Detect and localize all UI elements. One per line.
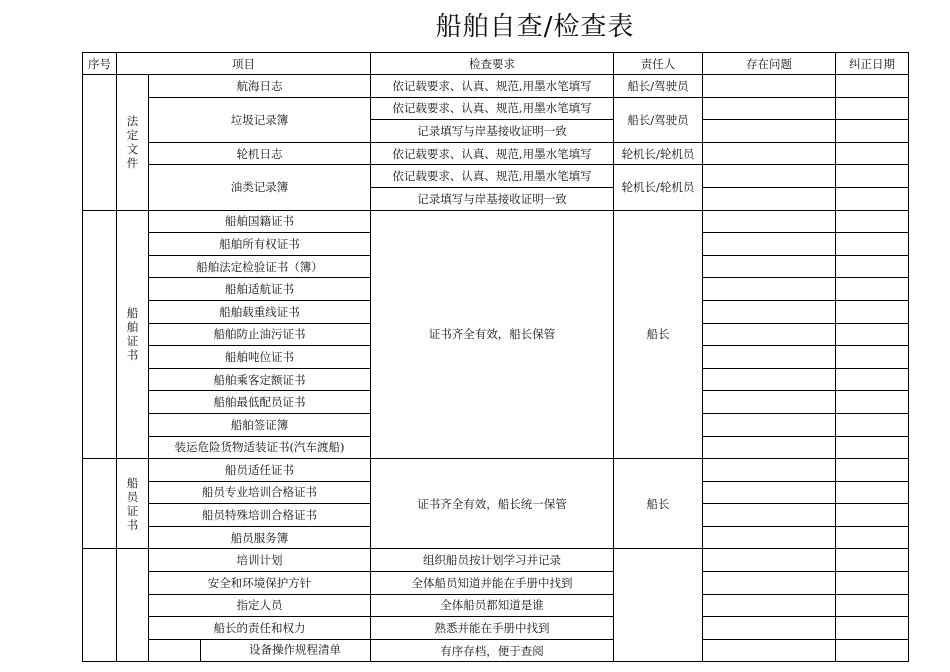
table-row: [83, 639, 909, 662]
date-cell[interactable]: [836, 346, 909, 369]
item-cert: 船舶载重线证书: [149, 300, 371, 323]
header-row: [83, 53, 909, 75]
item-cert: 船舶乘客定额证书: [149, 368, 371, 391]
issues-cell[interactable]: [703, 594, 836, 617]
requirement-cell: 记录填写与岸基接收证明一致: [371, 120, 614, 143]
table-row: [83, 617, 909, 640]
item-management: 船长的责任和权力: [149, 617, 371, 640]
seq-cell: [83, 75, 117, 211]
issues-cell[interactable]: [703, 526, 836, 549]
header-issues: 存在问题: [703, 53, 836, 75]
date-cell[interactable]: [836, 459, 909, 482]
issues-cell[interactable]: [703, 187, 836, 210]
issues-cell[interactable]: [703, 549, 836, 572]
item-nav-log: 航海日志: [149, 75, 371, 98]
item-cert: 船舶吨位证书: [149, 346, 371, 369]
requirement-cell: 全体船员知道并能在手册中找到: [371, 572, 614, 595]
issues-cell[interactable]: [703, 639, 836, 662]
table-row: [83, 572, 909, 595]
requirement-cell: 证书齐全有效，船长保管: [371, 210, 614, 459]
item-cert: 船员服务簿: [149, 526, 371, 549]
date-cell[interactable]: [836, 300, 909, 323]
item-cert: 船舶签证簿: [149, 413, 371, 436]
item-cert: 船员适任证书: [149, 459, 371, 482]
table-row: [83, 165, 909, 188]
seq-cell: [83, 210, 117, 459]
header-responsible: 责任人: [614, 53, 703, 75]
issues-cell[interactable]: [703, 300, 836, 323]
seq-cell: [83, 549, 117, 662]
issues-cell[interactable]: [703, 323, 836, 346]
item-cert: 船舶适航证书: [149, 278, 371, 301]
date-cell[interactable]: [836, 97, 909, 120]
date-cell[interactable]: [836, 572, 909, 595]
date-cell[interactable]: [836, 617, 909, 640]
inspection-table: [82, 52, 909, 662]
responsible-cell: 船长/驾驶员: [614, 97, 703, 142]
section-label-ship-certs: 船 舶 证 书: [117, 210, 149, 459]
item-engine-log: 轮机日志: [149, 142, 371, 165]
date-cell[interactable]: [836, 413, 909, 436]
item-management: [149, 639, 371, 662]
issues-cell[interactable]: [703, 255, 836, 278]
date-cell[interactable]: [836, 549, 909, 572]
header-requirement: 检查要求: [371, 53, 614, 75]
issues-cell[interactable]: [703, 368, 836, 391]
section-label-crew-certs: 船 员 证 书: [117, 459, 149, 549]
date-cell[interactable]: [836, 504, 909, 527]
date-cell[interactable]: [836, 481, 909, 504]
item-cert: 船员专业培训合格证书: [149, 481, 371, 504]
responsible-cell: 船长: [614, 459, 703, 549]
sub-indent-cell: [178, 640, 201, 661]
item-garbage-log: 垃圾记录簿: [149, 97, 371, 142]
section-label-legal-docs: 法 定 文 件: [117, 75, 149, 211]
header-seq: 序号: [83, 53, 117, 75]
date-cell[interactable]: [836, 165, 909, 188]
date-cell[interactable]: [836, 639, 909, 662]
date-cell[interactable]: [836, 391, 909, 414]
date-cell[interactable]: [836, 436, 909, 459]
date-cell[interactable]: [836, 368, 909, 391]
table-row: [83, 594, 909, 617]
responsible-cell: 船长/驾驶员: [614, 75, 703, 98]
responsible-cell: 轮机长/轮机员: [614, 142, 703, 165]
date-cell[interactable]: [836, 323, 909, 346]
issues-cell[interactable]: [703, 346, 836, 369]
requirement-cell: 熟悉并能在手册中找到: [371, 617, 614, 640]
requirement-cell: 依记载要求、认真、规范,用墨水笔填写: [371, 142, 614, 165]
table-row: [83, 210, 909, 233]
requirement-cell: 组织船员按计划学习并记录: [371, 549, 614, 572]
item-cert: 装运危险货物适装证书(汽车渡船): [149, 436, 371, 459]
issues-cell[interactable]: [703, 142, 836, 165]
issues-cell[interactable]: [703, 391, 836, 414]
date-cell[interactable]: [836, 255, 909, 278]
item-cert: 船舶防止油污证书: [149, 323, 371, 346]
item-cert: 船舶最低配员证书: [149, 391, 371, 414]
item-management: 安全和环境保护方针: [149, 572, 371, 595]
date-cell[interactable]: [836, 278, 909, 301]
table-row: [83, 459, 909, 482]
item-management: 指定人员: [149, 594, 371, 617]
responsible-cell: [614, 549, 703, 662]
issues-cell[interactable]: [703, 75, 836, 98]
section-label-management: [117, 549, 149, 662]
requirement-cell: 有序存档，便于查阅: [371, 639, 614, 662]
requirement-cell: 证书齐全有效，船长统一保管: [371, 459, 614, 549]
date-cell[interactable]: [836, 233, 909, 256]
item-management-label: 设备操作规程清单: [249, 642, 341, 657]
issues-cell[interactable]: [703, 210, 836, 233]
issues-cell[interactable]: [703, 459, 836, 482]
requirement-cell: 依记载要求、认真、规范,用墨水笔填写: [371, 97, 614, 120]
table-row: [83, 142, 909, 165]
requirement-cell: 全体船员都知道是谁: [371, 594, 614, 617]
issues-cell[interactable]: [703, 120, 836, 143]
date-cell[interactable]: [836, 594, 909, 617]
form-title: 船舶自查/检查表: [435, 12, 635, 42]
table-row: [83, 549, 909, 572]
item-cert: 船舶法定检验证书（簿）: [149, 255, 371, 278]
seq-cell: [83, 459, 117, 549]
table-row: [83, 75, 909, 98]
issues-cell[interactable]: [703, 413, 836, 436]
issues-cell[interactable]: [703, 572, 836, 595]
item-cert: 船舶所有权证书: [149, 233, 371, 256]
date-cell[interactable]: [836, 210, 909, 233]
date-cell[interactable]: [836, 120, 909, 143]
header-item: 项目: [117, 53, 371, 75]
item-cert: 船舶国籍证书: [149, 210, 371, 233]
responsible-cell: 轮机长/轮机员: [614, 165, 703, 210]
item-oil-log: 油类记录簿: [149, 165, 371, 210]
date-cell[interactable]: [836, 187, 909, 210]
issues-cell[interactable]: [703, 278, 836, 301]
issues-cell[interactable]: [703, 233, 836, 256]
responsible-cell: 船长: [614, 210, 703, 459]
item-management: 培训计划: [149, 549, 371, 572]
issues-cell[interactable]: [703, 481, 836, 504]
issues-cell[interactable]: [703, 165, 836, 188]
header-correction-date: 纠正日期: [836, 53, 909, 75]
table-row: [83, 97, 909, 120]
date-cell[interactable]: [836, 75, 909, 98]
date-cell[interactable]: [836, 526, 909, 549]
requirement-cell: 记录填写与岸基接收证明一致: [371, 187, 614, 210]
requirement-cell: 依记载要求、认真、规范,用墨水笔填写: [371, 75, 614, 98]
item-cert: 船员特殊培训合格证书: [149, 504, 371, 527]
date-cell[interactable]: [836, 142, 909, 165]
requirement-cell: 依记载要求、认真、规范,用墨水笔填写: [371, 165, 614, 188]
issues-cell[interactable]: [703, 97, 836, 120]
issues-cell[interactable]: [703, 436, 836, 459]
issues-cell[interactable]: [703, 617, 836, 640]
issues-cell[interactable]: [703, 504, 836, 527]
